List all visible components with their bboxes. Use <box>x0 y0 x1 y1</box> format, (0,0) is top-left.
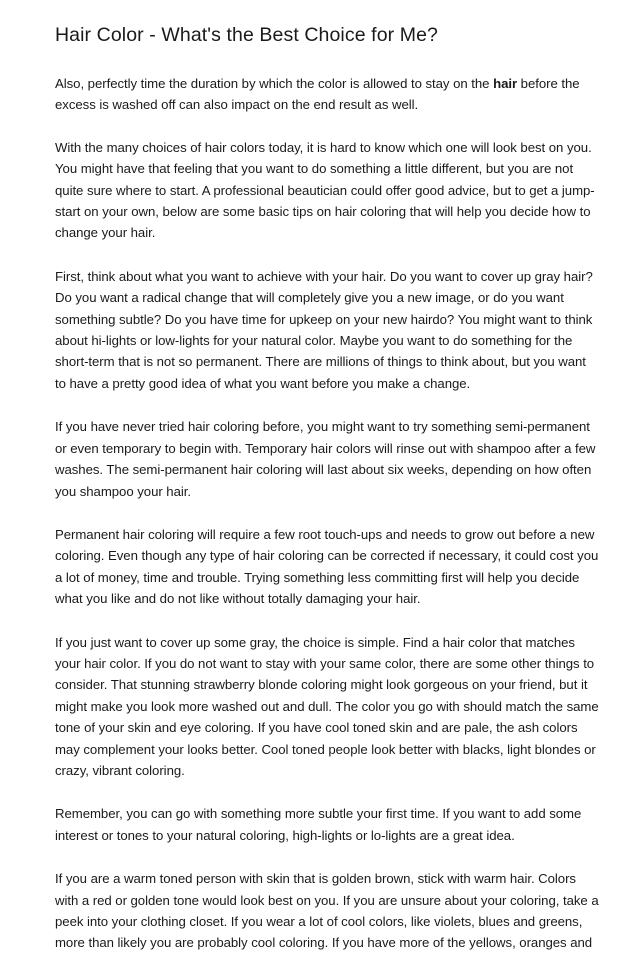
intro-bold-keyword: hair <box>493 76 518 91</box>
paragraph-choices: With the many choices of hair colors today, it is hard to know which one will look best on you. You might have that feeling that you want to do something a little different, but you are not quite sure where to start. A professional beautician could offer good advice, but to get a jump-start on your own, below are some basic tips on hair coloring that will help you decide how to change your hair. <box>55 139 595 241</box>
paragraph-cover-gray: If you just want to cover up some gray, the choice is simple. Find a hair color that matches your hair color. If you do not want to stay with your same color, there are some other things to consider. That stunning strawberry blonde coloring might look gorgeous on your friend, but it might make you look more washed out and dull. The color you go with should match the same tone of your skin and eye coloring. If you have cool toned skin and are pale, the ash colors may complement your looks better. Cool toned people look better with blacks, light blondes or crazy, vibrant coloring. <box>55 634 599 778</box>
intro-text-before: Also, perfectly time the duration by which the color is allowed to stay on the <box>55 76 494 91</box>
paragraph-permanent: Permanent hair coloring will require a few root touch-ups and needs to grow out before a new coloring. Even though any type of hair coloring can be corrected if necessary, it could cost you a lot of money, time and trouble. Trying something less committing first will help you decide what you like and do not like without totally damaging your hair. <box>55 526 599 607</box>
paragraph-goals: First, think about what you want to achieve with your hair. Do you want to cover up gray hair? Do you want a radical change that will completely give you a new image, or do you want something subtle? Do you have time for upkeep on your new hairdo? You might want to think about hi-lights or low-lights for your natural color. Maybe you want to do something for the short-term that is not so permanent. There are millions of things to think about, but you want to have a pretty good idea of what you want before you make a change. <box>55 268 593 391</box>
paragraph-subtle: Remember, you can go with something more subtle your first time. If you want to add some interest or tones to your natural coloring, high-lights or lo-lights are a great idea. <box>55 806 582 843</box>
document-title: Hair Color - What's the Best Choice for Me? <box>55 24 438 46</box>
paragraph-warm-toned: If you are a warm toned person with skin that is golden brown, stick with warm hair. Colors with a red or golden tone would look best on you. If you are unsure about your coloring, take a peek into your clothing closet. If you wear a lot of cool colors, like violets, blues and greens, more than likely you are probably cool coloring. If you have more of the yellows, oranges and <box>55 871 599 951</box>
document-page <box>55 22 600 976</box>
intro-paragraph <box>55 73 600 116</box>
intro-text-after: before the excess is washed off can also impact on the end result as well. <box>55 76 580 113</box>
paragraph-semi-permanent: If you have never tried hair coloring before, you might want to try something semi-permanent or even temporary to begin with. Temporary hair colors will rinse out with shampoo after a few washes. The semi-permanent hair coloring will last about six weeks, depending on how often you shampoo your hair. <box>55 419 596 499</box>
